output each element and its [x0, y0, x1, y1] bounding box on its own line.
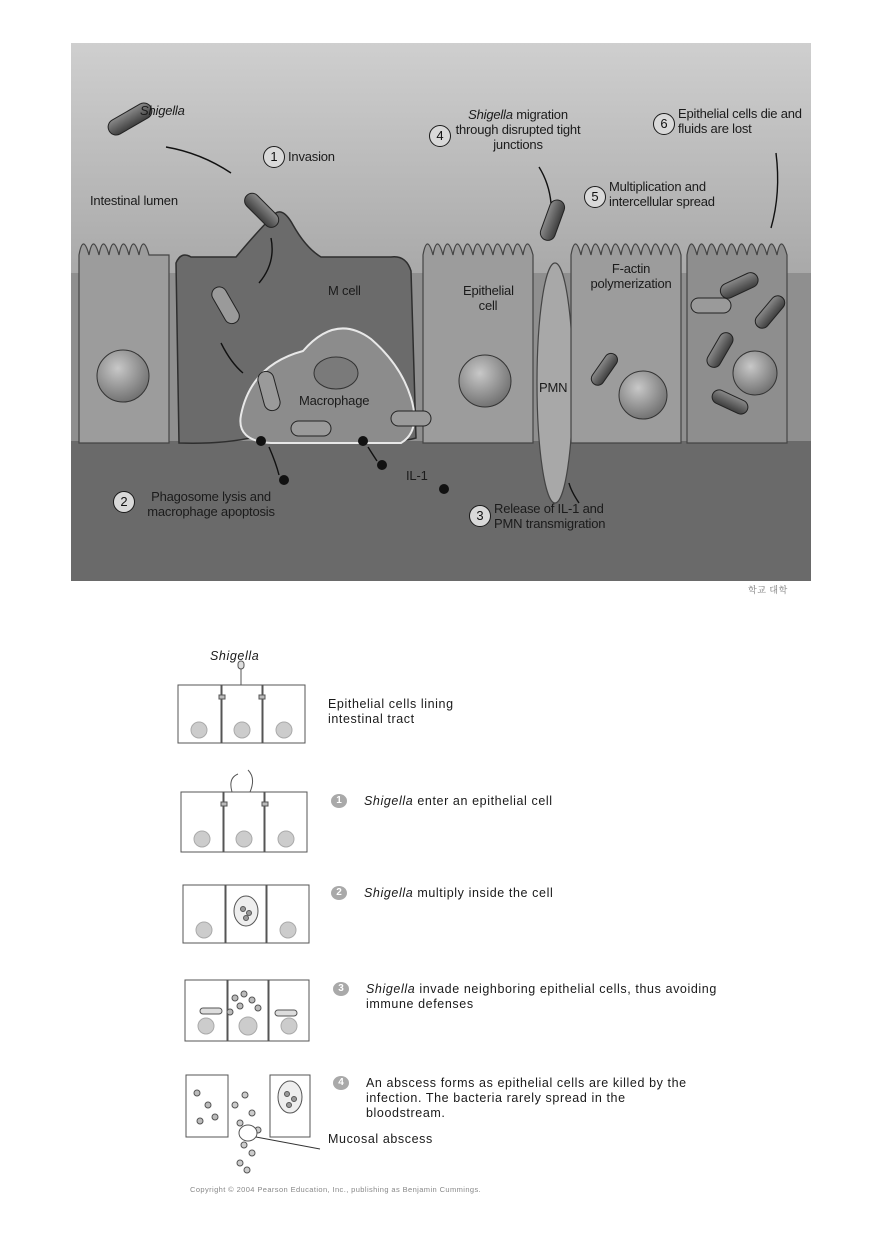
bottom-step-1-rest: enter an epithelial cell: [413, 794, 553, 808]
bottom-step-3-rest: invade neighboring epithelial cells, thus avoiding immune defenses: [366, 982, 717, 1011]
shigella-label: Shigella: [140, 103, 185, 118]
bottom-step-3-badge: 3: [333, 982, 349, 996]
epithelial-cell-left: [79, 244, 169, 443]
step-2-number: 2: [113, 491, 135, 513]
shigella-invasion-figure: [71, 43, 811, 581]
bottom-step-2-text: [364, 886, 553, 901]
step-5-text: Multiplication and intercellular spread: [609, 179, 715, 209]
macrophage-label: Macrophage: [299, 393, 370, 408]
intestinal-lumen-label: Intestinal lumen: [90, 193, 178, 208]
bottom-step-2-italic: Shigella: [364, 886, 414, 900]
bottom-step-2-rest: multiply inside the cell: [413, 886, 554, 900]
epithelial-cell-middle: [423, 244, 533, 443]
bottom-step-4-badge: 4: [333, 1076, 349, 1090]
step-6-text: Epithelial cells die and fluids are lost: [678, 106, 802, 136]
step-4-text: [453, 107, 583, 152]
cell-panels: [178, 661, 323, 1200]
bottom-step-1-badge: 1: [331, 794, 347, 808]
step-3-text: Release of IL-1 and PMN transmigration: [494, 501, 606, 531]
epithelial-bottom-label: Epithelial cells lining intestinal tract: [328, 697, 454, 726]
bottom-step-3-text: [366, 982, 726, 1012]
shigella-steps-figure: [0, 640, 891, 1200]
step-2-text: Phagosome lysis and macrophage apoptosis: [147, 489, 275, 519]
mucosal-abscess-label: Mucosal abscess: [328, 1132, 433, 1146]
step-3-number: 3: [469, 505, 491, 527]
shigella-bottom-label: [210, 649, 259, 664]
il1-label: IL-1: [406, 468, 428, 483]
bottom-step-2-badge: 2: [331, 886, 347, 900]
step-4-rest: migration through disrupted tight junctions: [455, 107, 581, 152]
factin-label: F-actin polymerization: [590, 261, 672, 291]
bottom-step-3-italic: Shigella: [366, 982, 416, 996]
bottom-step-4-text: An abscess forms as epithelial cells are killed by the infection. The bacteria rarely spread in the bloodstream.: [366, 1076, 687, 1120]
intestinal-lumen-area: [71, 43, 811, 273]
bottom-step-1-text: [364, 794, 553, 809]
step-5-number: 5: [584, 186, 606, 208]
epithelial-cell-label: Epithelial cell: [463, 283, 514, 313]
step-4-number: 4: [429, 125, 451, 147]
step-6-number: 6: [653, 113, 675, 135]
figure-credit: 학교 대학: [748, 585, 788, 595]
copyright-notice: Copyright © 2004 Pearson Education, Inc., publishing as Benjamin Cummings.: [190, 1185, 482, 1194]
bottom-step-1-italic: Shigella: [364, 794, 414, 808]
step-4-italic: Shigella: [468, 107, 513, 122]
shigella-bottom-italic: Shigella: [210, 649, 260, 663]
step-1-text: Invasion: [288, 149, 335, 164]
step-1-number: 1: [263, 146, 285, 168]
pmn-label: PMN: [539, 380, 568, 395]
m-cell-label: M cell: [328, 283, 361, 298]
